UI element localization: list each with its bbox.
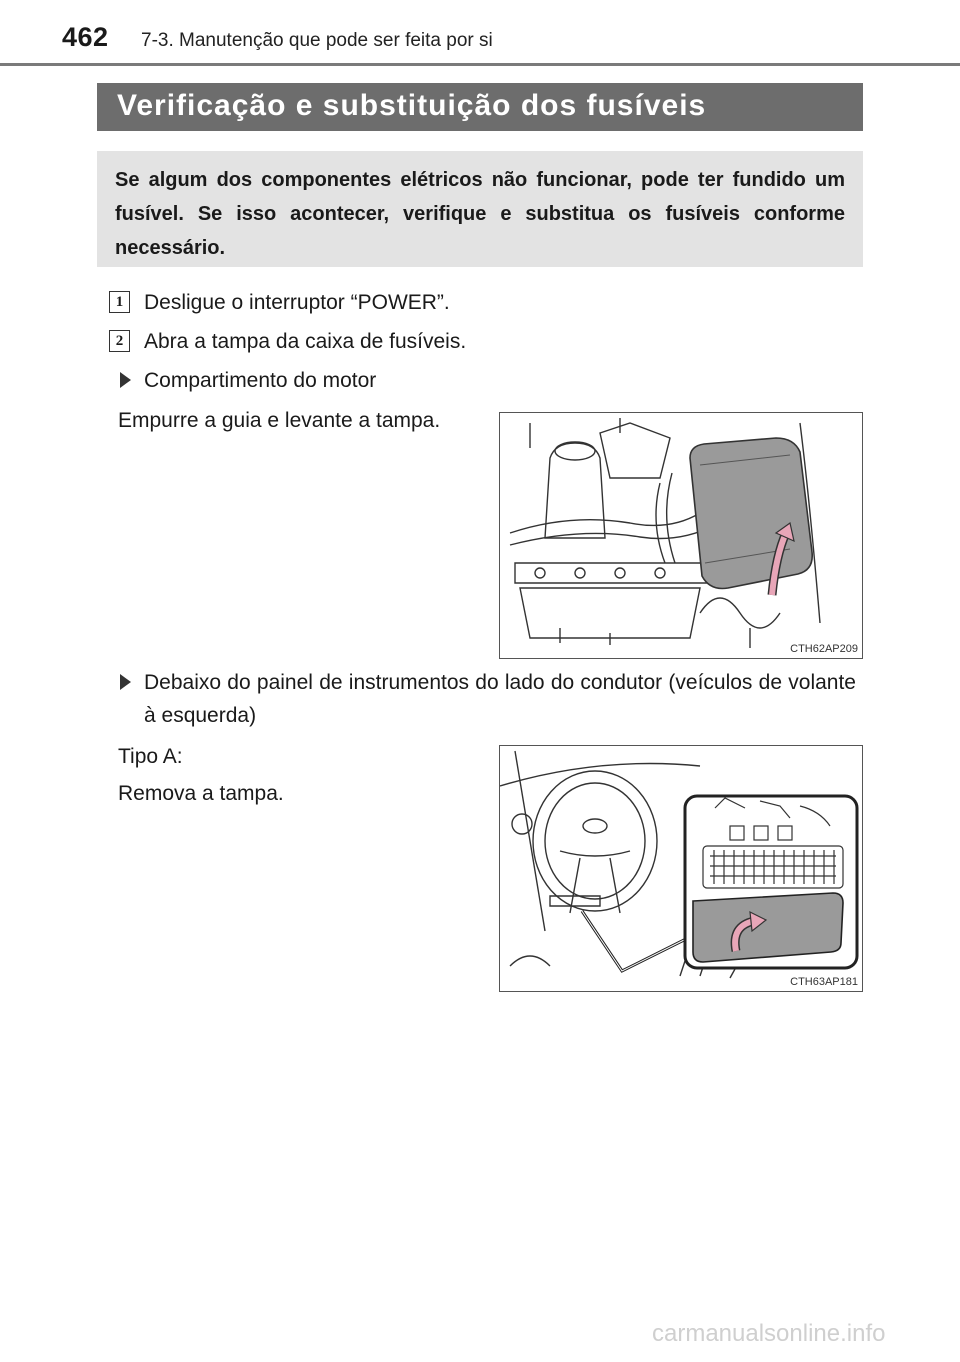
section-title: Verificação e substituição dos fusíveis	[97, 83, 863, 131]
chapter-title: 7-3. Manutenção que pode ser feita por si	[141, 30, 493, 51]
bullet-arrow-icon	[120, 674, 131, 690]
dashboard-fuse-box-figure	[499, 745, 863, 992]
watermark: carmanualsonline.info	[652, 1320, 886, 1347]
instruction-remove-cover: Remova a tampa.	[118, 782, 284, 805]
dashboard-illustration	[500, 746, 862, 991]
bullet-under-dashboard: Debaixo do painel de instrumentos do lado do condutor (veículos de volante à esquerda)	[144, 671, 856, 727]
figure-code: CTH63AP181	[790, 976, 858, 988]
page-number: 462	[62, 22, 109, 52]
step-text-1: Desligue o interruptor “POWER”.	[144, 291, 450, 314]
instruction-lift-cover: Empurre a guia e levante a tampa.	[118, 409, 441, 432]
engine-fuse-box-figure	[499, 412, 863, 659]
intro-text: Se algum dos componentes elétricos não funcionar, pode ter fundido um fusível. Se isso acontecer, verifique e substitua os fusíveis conforme necessário.	[115, 169, 845, 259]
header-rule	[0, 63, 960, 66]
bullet-arrow-icon	[120, 372, 131, 388]
bullet-engine-compartment: Compartimento do motor	[144, 369, 377, 392]
type-a-label: Tipo A:	[118, 745, 183, 768]
step-number-2: 2	[109, 330, 130, 352]
step-text-2: Abra a tampa da caixa de fusíveis.	[144, 330, 467, 353]
step-number-1: 1	[109, 291, 130, 313]
figure-code: CTH62AP209	[790, 643, 858, 655]
intro-box	[97, 151, 863, 267]
engine-compartment-illustration	[500, 413, 862, 658]
